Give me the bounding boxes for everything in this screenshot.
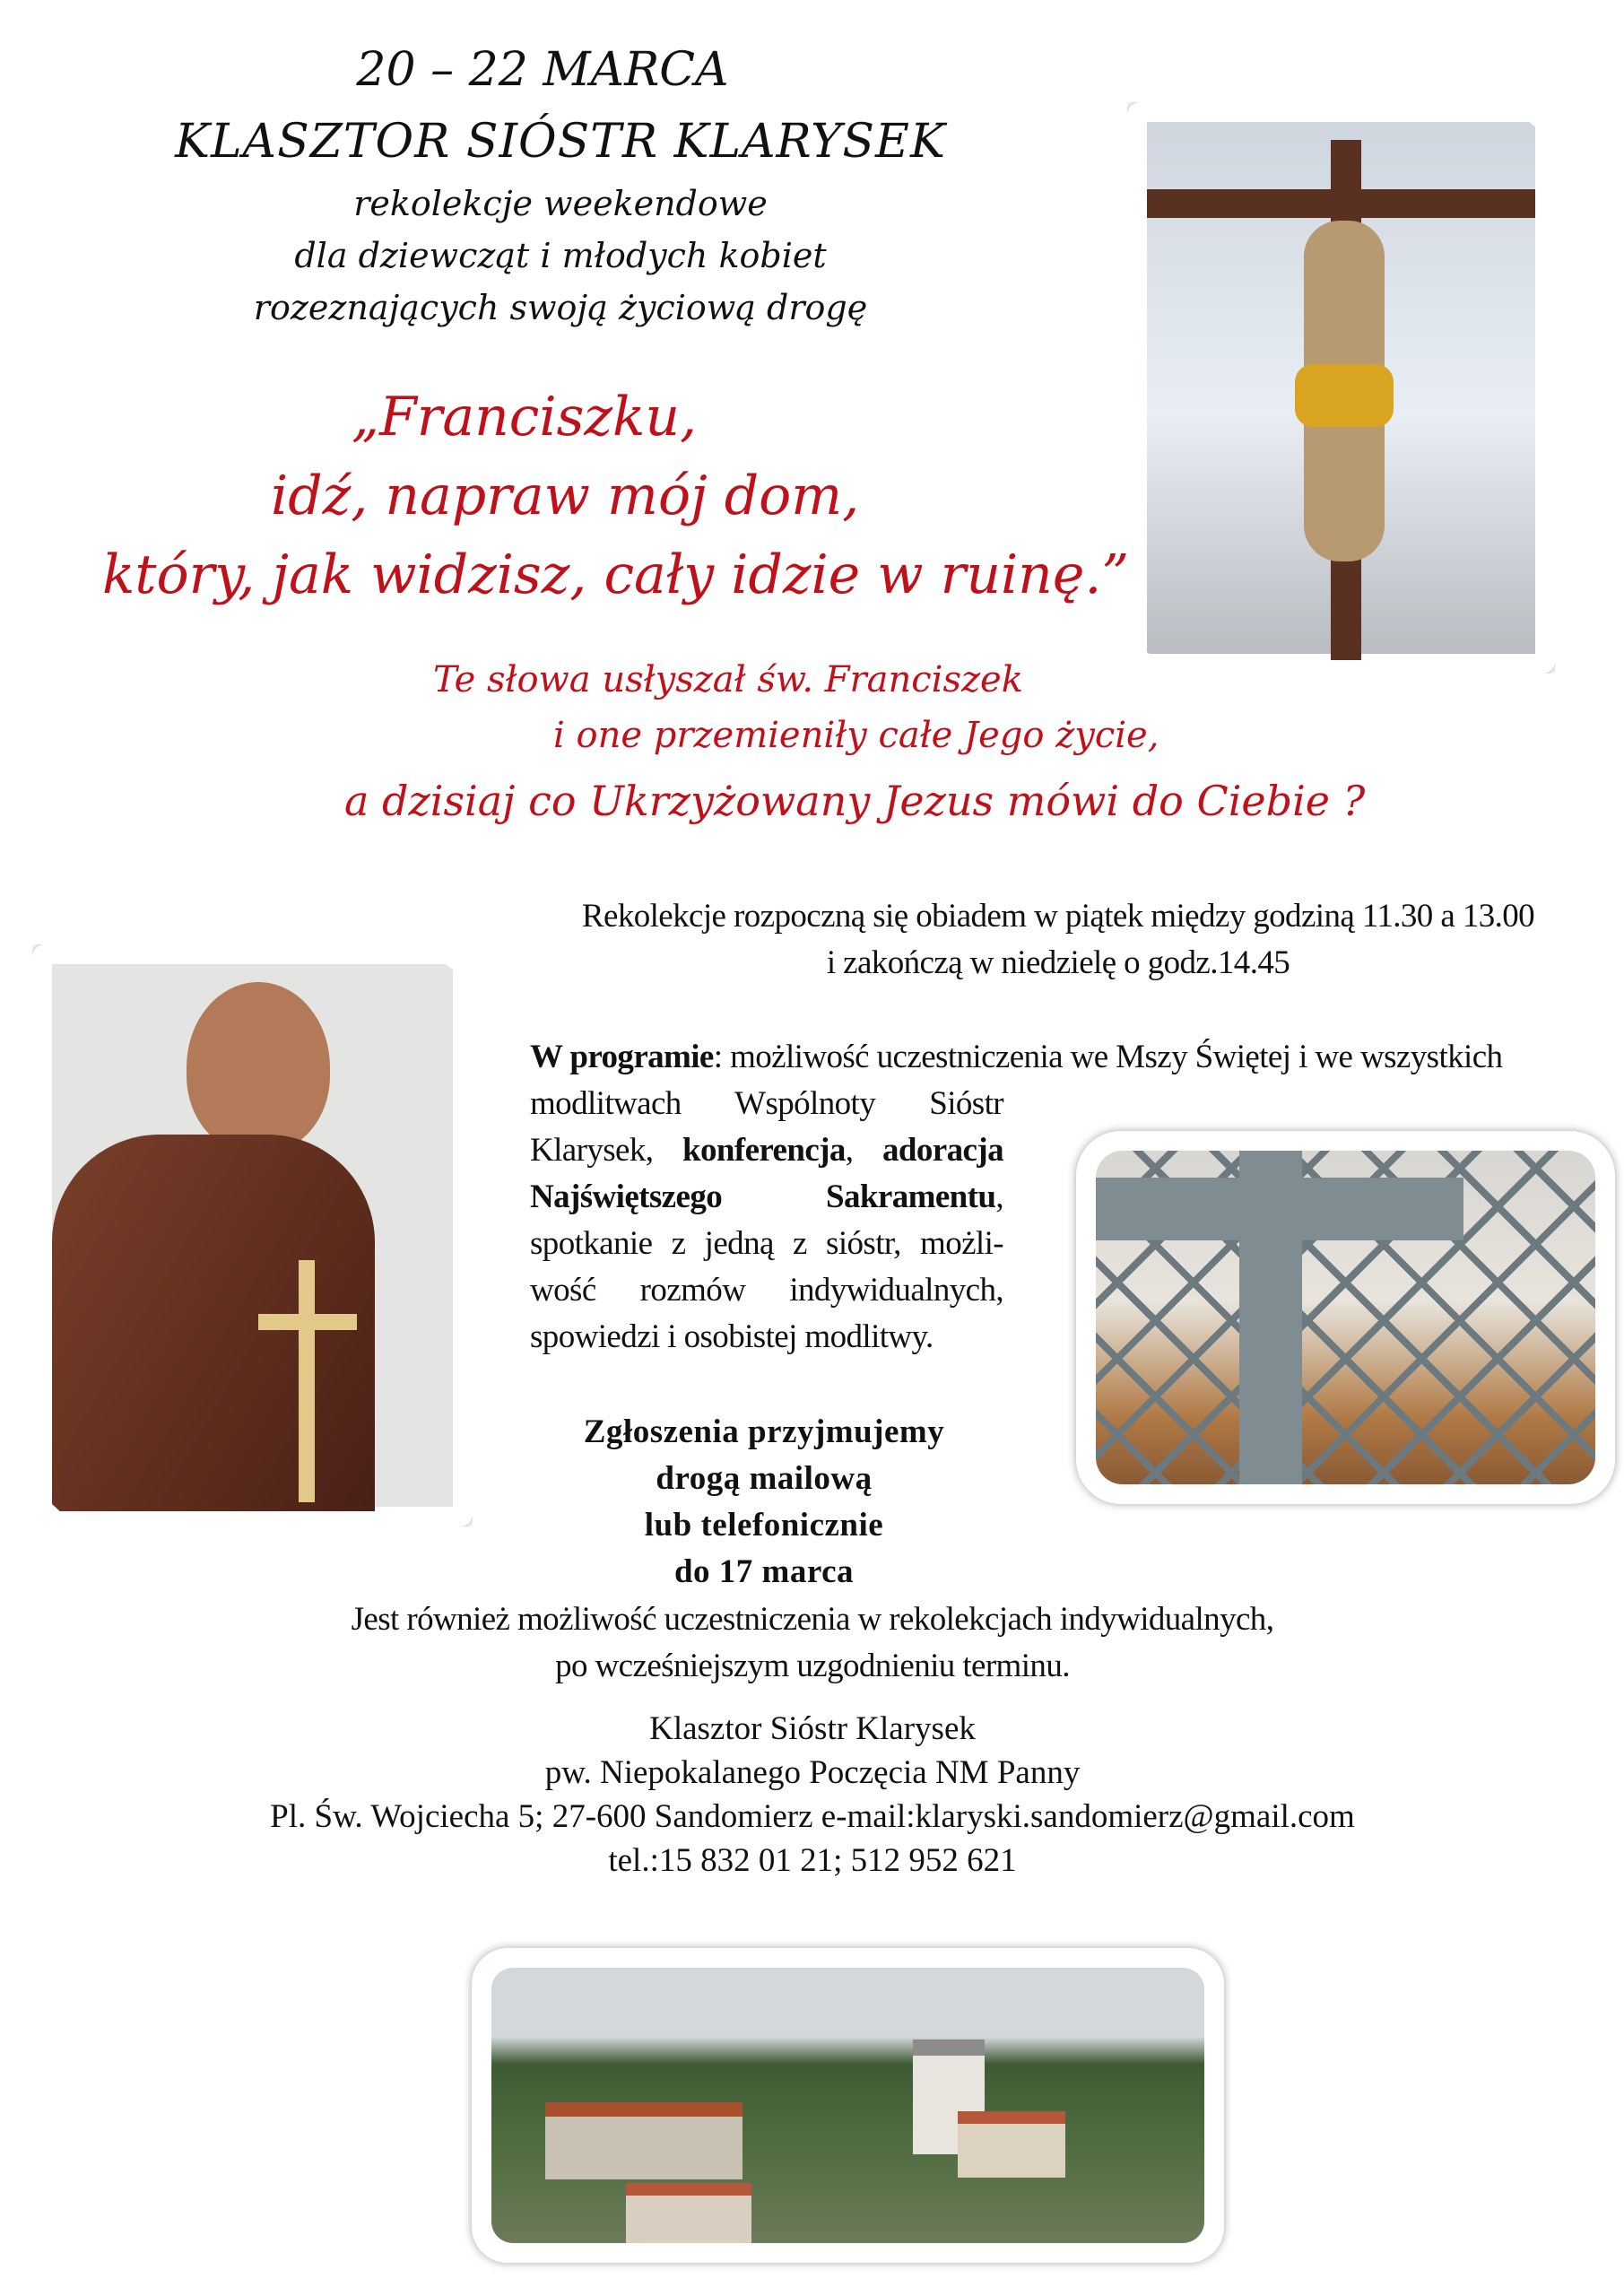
- registration-line: Zgłoszenia przyjmujemy: [583, 1413, 945, 1450]
- chapel-grille-photo: [1076, 1131, 1615, 1504]
- individual-line: po wcześniejszym uzgodnieniu terminu.: [555, 1648, 1070, 1684]
- program-line: modlitwach Wspólnoty Sióstr: [530, 1085, 1003, 1122]
- quote-line: „Franciszku,: [352, 386, 698, 448]
- program-line: Klarysek, konferencja, adoracja: [530, 1132, 1003, 1169]
- program-text: : możliwość uczestniczenia we Mszy Świętej i we wszystkich: [713, 1039, 1503, 1075]
- quote-line: który, jak widzisz, cały idzie w ruinę.”: [102, 544, 1130, 606]
- sandomierz-panorama-photo: [472, 1948, 1224, 2263]
- program-line: spowiedzi i osobistej modlitwy.: [530, 1318, 934, 1355]
- quote-line: idź, napraw mój dom,: [271, 465, 860, 527]
- contact-phone-line[interactable]: tel.:15 832 01 21; 512 952 621: [608, 1842, 1017, 1879]
- subtitle-line: rozeznających swoją życiową drogę: [253, 288, 868, 327]
- contact-line: Klasztor Sióstr Klarysek: [649, 1710, 976, 1747]
- contact-email-line[interactable]: Pl. Św. Wojciecha 5; 27-600 Sandomierz e-mail:klaryski.sandomierz@gmail.com: [270, 1798, 1355, 1835]
- registration-line: drogą mailową: [656, 1460, 873, 1497]
- individual-line: Jest również możliwość uczestniczenia w rekolekcjach indywidualnych,: [351, 1601, 1274, 1638]
- reflection-line: i one przemieniły całe Jego życie,: [553, 715, 1159, 756]
- reflection-line: Te słowa usłyszał św. Franciszek: [433, 659, 1023, 700]
- crucifix-photo: [1127, 102, 1555, 674]
- program-label: W programie: [530, 1039, 714, 1075]
- schedule-line: Rekolekcje rozpoczną się obiadem w piątek między godziną 11.30 a 13.00: [581, 898, 1535, 935]
- registration-line: lub telefonicznie: [644, 1507, 884, 1544]
- program-paragraph: [530, 1081, 1003, 1361]
- program-intro: [530, 1034, 1502, 1081]
- program-line: spotkanie z jedną z sióstr, możli-: [530, 1225, 1003, 1262]
- saint-francis-photo: [32, 944, 473, 1526]
- event-dates: 20 – 22 MARCA: [356, 43, 729, 97]
- program-line: wość rozmów indywidualnych,: [530, 1272, 1003, 1309]
- subtitle-line: rekolekcje weekendowe: [353, 184, 768, 223]
- contact-line: pw. Niepokalanego Poczęcia NM Panny: [544, 1754, 1081, 1791]
- reflection-line: a dzisiaj co Ukrzyżowany Jezus mówi do Ciebie ?: [344, 777, 1366, 825]
- registration-line: do 17 marca: [673, 1553, 855, 1590]
- subtitle-line: dla dziewcząt i młodych kobiet: [294, 236, 827, 275]
- schedule-line: i zakończą w niedzielę o godz.14.45: [826, 944, 1290, 981]
- event-place: KLASZTOR SIÓSTR KLARYSEK: [175, 115, 946, 169]
- program-line: Najświętszego Sakramentu,: [530, 1178, 1003, 1215]
